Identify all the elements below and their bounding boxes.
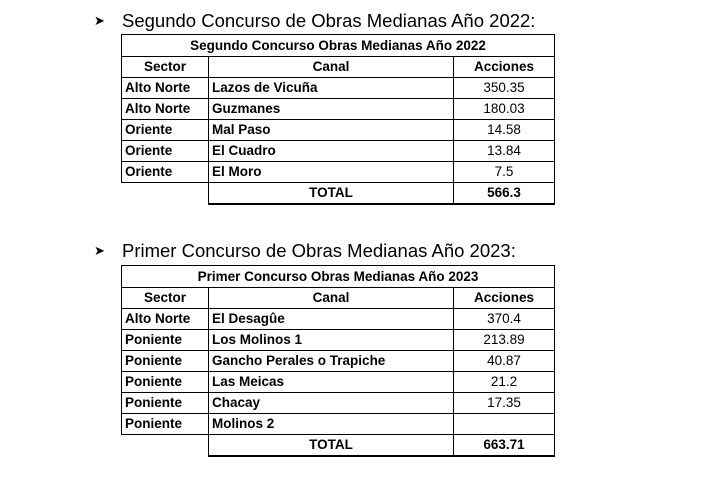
cell-acciones: 370.4 — [454, 309, 555, 330]
cell-sector: Poniente — [122, 330, 209, 351]
cell-canal: El Moro — [209, 162, 454, 183]
table-row — [122, 351, 555, 372]
cell-sector: Poniente — [122, 351, 209, 372]
header-acciones: Acciones — [454, 288, 555, 309]
cell-canal: Gancho Perales o Trapiche — [209, 351, 454, 372]
cell-sector: Oriente — [122, 120, 209, 141]
section-heading — [94, 10, 535, 32]
total-label: TOTAL — [209, 435, 454, 457]
cell-sector: Poniente — [122, 372, 209, 393]
cell-canal: Guzmanes — [209, 99, 454, 120]
cell-canal: Los Molinos 1 — [209, 330, 454, 351]
table-row — [122, 141, 555, 162]
total-label: TOTAL — [209, 183, 454, 205]
table-row — [122, 78, 555, 99]
cell-acciones: 21.2 — [454, 372, 555, 393]
total-spacer — [122, 183, 209, 205]
table-row — [122, 162, 555, 183]
cell-sector: Alto Norte — [122, 78, 209, 99]
cell-acciones: 7.5 — [454, 162, 555, 183]
table-row — [122, 330, 555, 351]
cell-acciones: 40.87 — [454, 351, 555, 372]
cell-sector: Alto Norte — [122, 99, 209, 120]
header-acciones: Acciones — [454, 57, 555, 78]
section-heading-text: Segundo Concurso de Obras Medianas Año 2022: — [122, 10, 536, 31]
header-canal: Canal — [209, 288, 454, 309]
section-heading-text: Primer Concurso de Obras Medianas Año 2023: — [122, 240, 516, 261]
cell-sector: Poniente — [122, 414, 209, 435]
arrow-bullet-icon: ➤ — [94, 243, 105, 258]
table-row — [122, 393, 555, 414]
cell-canal: Chacay — [209, 393, 454, 414]
table-title: Primer Concurso Obras Medianas Año 2023 — [122, 266, 555, 288]
cell-sector: Alto Norte — [122, 309, 209, 330]
cell-canal: Molinos 2 — [209, 414, 454, 435]
cell-canal: El Cuadro — [209, 141, 454, 162]
header-sector: Sector — [122, 57, 209, 78]
total-spacer — [122, 435, 209, 457]
table-row — [122, 309, 555, 330]
table-row — [122, 372, 555, 393]
total-value: 566.3 — [454, 183, 555, 205]
cell-acciones: 17.35 — [454, 393, 555, 414]
cell-canal: El Desagûe — [209, 309, 454, 330]
cell-acciones: 180.03 — [454, 99, 555, 120]
obras-table-2023 — [121, 265, 555, 457]
total-value: 663.71 — [454, 435, 555, 457]
total-row — [122, 183, 555, 205]
cell-acciones: 213.89 — [454, 330, 555, 351]
header-canal: Canal — [209, 57, 454, 78]
section-heading — [94, 240, 516, 262]
cell-sector: Poniente — [122, 393, 209, 414]
table-row — [122, 99, 555, 120]
cell-sector: Oriente — [122, 162, 209, 183]
cell-acciones: 350.35 — [454, 78, 555, 99]
obras-table-2022 — [121, 34, 555, 205]
header-sector: Sector — [122, 288, 209, 309]
cell-acciones — [454, 414, 555, 435]
cell-acciones: 14.58 — [454, 120, 555, 141]
cell-canal: Mal Paso — [209, 120, 454, 141]
cell-canal: Las Meicas — [209, 372, 454, 393]
cell-acciones: 13.84 — [454, 141, 555, 162]
table-row — [122, 120, 555, 141]
table-title: Segundo Concurso Obras Medianas Año 2022 — [122, 35, 555, 57]
cell-canal: Lazos de Vicuña — [209, 78, 454, 99]
table-row — [122, 414, 555, 435]
arrow-bullet-icon: ➤ — [94, 13, 105, 28]
cell-sector: Oriente — [122, 141, 209, 162]
total-row — [122, 435, 555, 457]
